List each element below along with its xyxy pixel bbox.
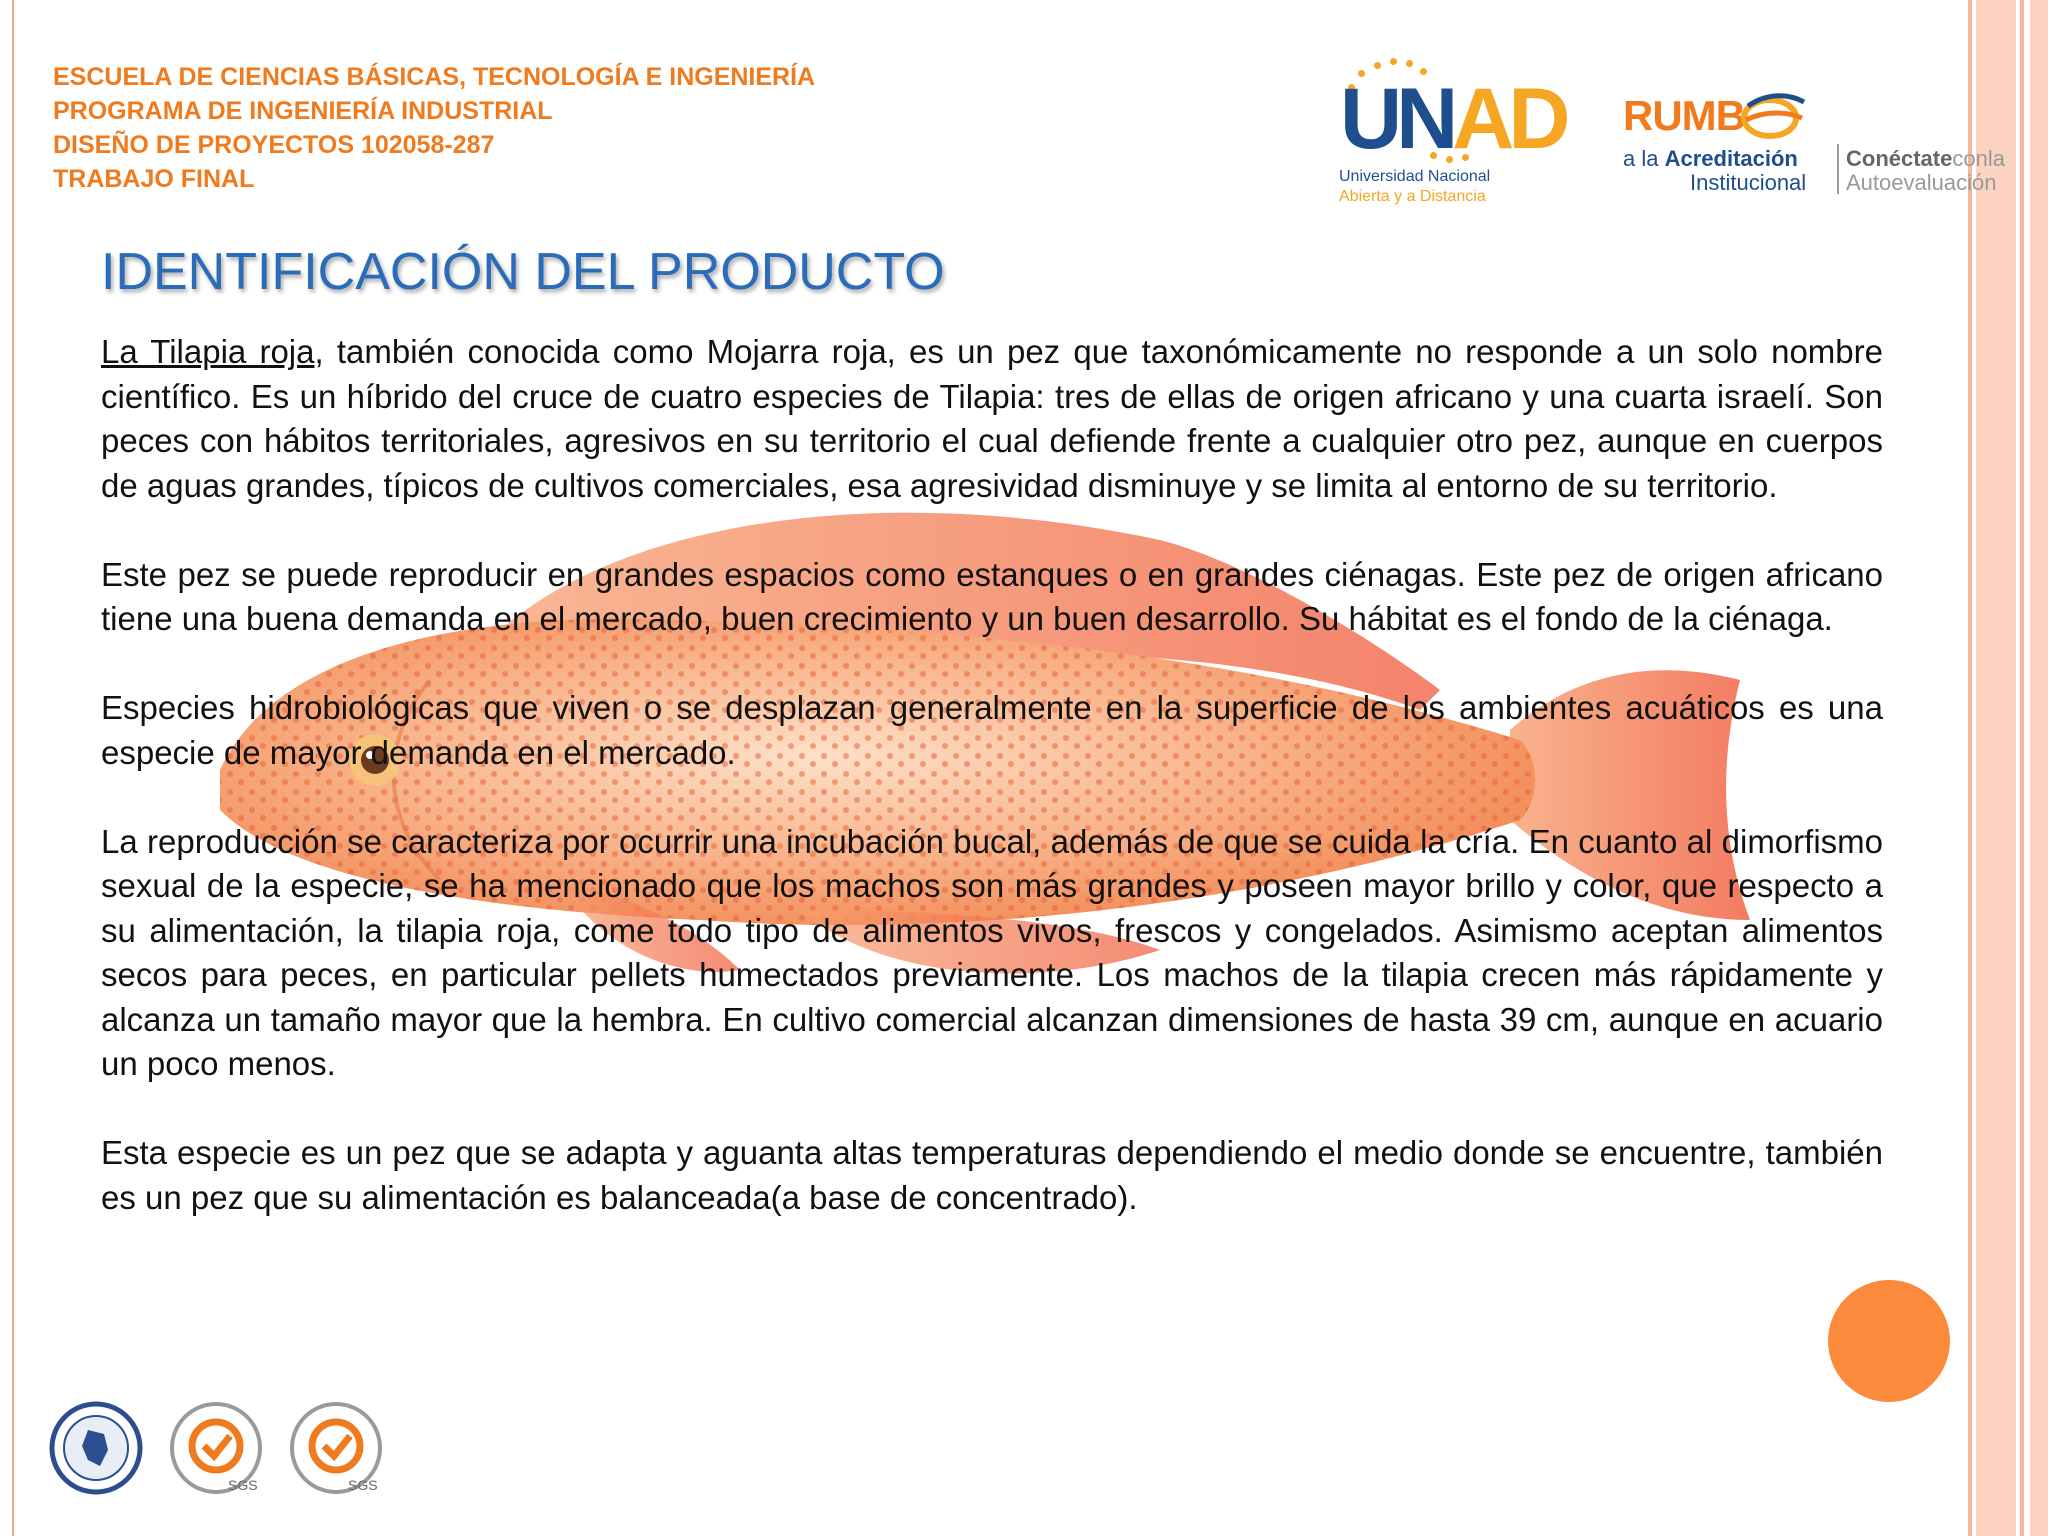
- rumbo-wordmark: RUMB: [1623, 92, 1745, 139]
- body-text: [101, 330, 1883, 1265]
- unad-subtitle-2: Abierta y a Distancia: [1339, 188, 1486, 205]
- rumbo-acreditacion-text: a la Acreditación: [1623, 146, 1798, 171]
- rumbo-institucional-text: Institucional: [1690, 170, 1807, 195]
- unad-logo: [1334, 56, 1565, 216]
- unad-subtitle-1: Universidad Nacional: [1339, 168, 1491, 185]
- paragraph-5: Esta especie es un pez que se adapta y aguanta altas temperaturas dependiendo el medio donde se encuentre, también es un pez que su alimentación es balanceada(a base de concentrado).: [101, 1134, 1883, 1216]
- unad-wordmark: UNAD: [1340, 71, 1565, 167]
- rumbo-acreditacion-logo: [1620, 86, 2020, 196]
- icontec-seal-icon: [48, 1400, 144, 1496]
- header-course: DISEÑO DE PROYECTOS 102058-287: [53, 131, 495, 159]
- decorative-orange-circle: [1828, 1280, 1950, 1402]
- page-title: IDENTIFICACIÓN DEL PRODUCTO: [101, 243, 945, 301]
- paragraph-3: Especies hidrobiológicas que viven o se desplazan generalmente en la superficie de los ambientes acuáticos es una especie de mayor demanda en el mercado.: [101, 689, 1883, 771]
- paragraph-4: La reproducción se caracteriza por ocurrir una incubación bucal, además de que se cuida la cría. En cuanto al dimorfismo sexual de la especie, se ha mencionado que los machos son más grandes y poseen mayor brillo y color, que respecto a su alimentación, la tilapia roja, come todo tipo de alimentos vivos, frescos y congelados. Asimismo aceptan alimentos secos para peces, en particular pellets humectados previamente. Los machos de la tilapia crecen más rápidamente y alcanza un tamaño mayor que la hembra. En cultivo comercial alcanzan dimensiones de hasta 39 cm, aunque en acuario un poco menos.: [101, 822, 1883, 1082]
- paragraph-2: Este pez se puede reproducir en grandes espacios como estanques o en grandes ciénagas. Este pez de origen africano tiene una buena demanda en el mercado, buen crecimiento y un buen desarrollo. Su hábitat es el fondo de la ciénaga.: [101, 555, 1883, 637]
- right-border-stripes: [1960, 0, 2048, 1536]
- rumbo-autoevaluacion-text: Autoevaluación: [1846, 170, 1997, 195]
- paragraph-1: La Tilapia roja, también conocida como Mojarra roja, es un pez que taxonómicamente no responde a un solo nombre científico. Es un híbrido del cruce de cuatro especies de Tilapia: tres de ellas de origen africano y una cuarta israelí. Son peces con hábitos territoriales, agresivos en su territorio el cual defiende frente a cualquier otro pez, aunque en cuerpos de aguas grandes, típicos de cultivos comerciales, esa agresividad disminuye y se limita al entorno de su territorio.: [101, 333, 1883, 504]
- sgs-certification-seal-2-icon: [288, 1400, 384, 1496]
- tilapia-roja-link-text: La Tilapia roja: [101, 333, 315, 370]
- svg-text:SGS: SGS: [348, 1477, 378, 1493]
- header-program: PROGRAMA DE INGENIERÍA INDUSTRIAL: [53, 97, 553, 125]
- left-border-stripe: [12, 0, 14, 1536]
- svg-text:SGS: SGS: [228, 1477, 258, 1493]
- rumbo-swirl-icon: [1738, 88, 1808, 140]
- course-header: [53, 60, 815, 196]
- header-school: ESCUELA DE CIENCIAS BÁSICAS, TECNOLOGÍA E INGENIERÍA: [53, 63, 816, 91]
- header-assignment: TRABAJO FINAL: [53, 165, 255, 193]
- rumbo-conectate-text: Conéctateconla: [1846, 146, 2005, 171]
- rumbo-separator: [1837, 144, 1839, 194]
- sgs-certification-seal-1-icon: [168, 1400, 264, 1496]
